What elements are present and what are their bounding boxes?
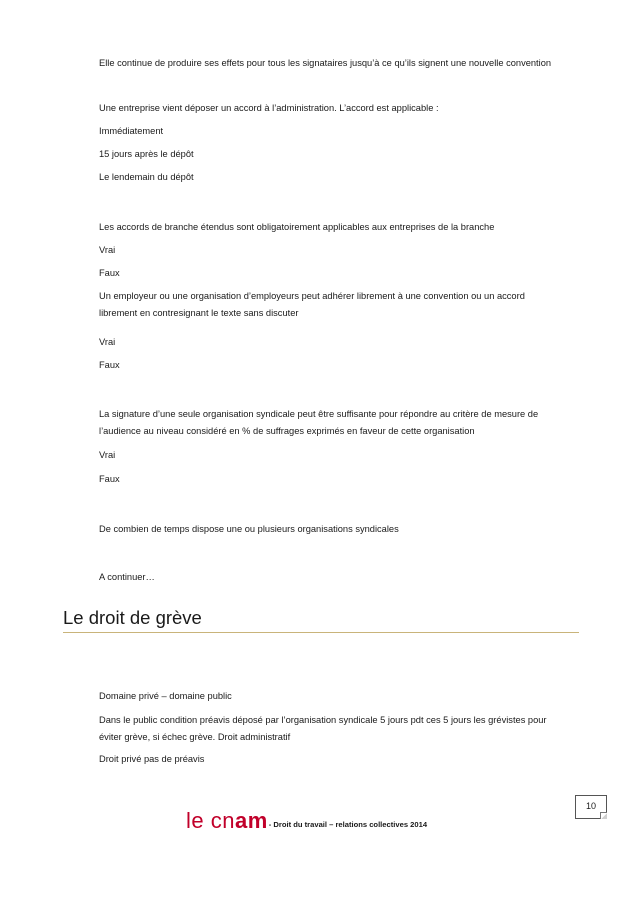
question-text: De combien de temps dispose une ou plusieurs organisations syndicales (99, 524, 399, 534)
paragraph: Domaine privé – domaine public (99, 691, 232, 701)
paragraph: Droit privé pas de préavis (99, 754, 205, 764)
answer-option: Vrai (99, 450, 116, 460)
question-text: Les accords de branche étendus sont obligatoirement applicables aux entreprises de la branche (99, 222, 495, 232)
answer-option: Vrai (99, 337, 116, 347)
paragraph: A continuer… (99, 572, 155, 582)
question-text: Un employeur ou une organisation d’employeurs peut adhérer librement à une convention ou un accord librement en contresignant le texte sans discuter (99, 291, 525, 318)
answer-option: Faux (99, 268, 120, 278)
answer-option: Faux (99, 360, 120, 370)
paragraph: Dans le public condition préavis déposé par l’organisation syndicale 5 jours pdt ces 5 jours les grévistes pour éviter grève, si échec grève. Droit administratif (99, 715, 547, 742)
answer-option: Le lendemain du dépôt (99, 172, 194, 182)
answer-option: Vrai (99, 245, 116, 255)
cnam-logo (186, 810, 268, 832)
logo-text-light: le cn (186, 808, 235, 833)
answer-option: Faux (99, 474, 120, 484)
section-divider (63, 632, 579, 633)
footer-text: - Droit du travail – relations collectives 2014 (268, 820, 428, 829)
page-number-value: 10 (585, 801, 596, 811)
page-footer (186, 810, 427, 832)
answer-option: Immédiatement (99, 126, 164, 136)
section-title: Le droit de grève (63, 607, 202, 628)
page-number (575, 795, 607, 819)
logo-text-bold: am (234, 808, 268, 833)
page-fold-icon (600, 812, 607, 819)
paragraph: Elle continue de produire ses effets pour tous les signataires jusqu’à ce qu’ils signent une nouvelle convention (99, 58, 552, 68)
question-text: La signature d’une seule organisation syndicale peut être suffisante pour répondre au critère de mesure de l’audience au niveau considéré en % de suffrages exprimés en faveur de cette organisation (99, 409, 539, 436)
question-text: Une entreprise vient déposer un accord à l’administration. L’accord est applicable : (99, 103, 439, 113)
answer-option: 15 jours après le dépôt (99, 149, 194, 159)
